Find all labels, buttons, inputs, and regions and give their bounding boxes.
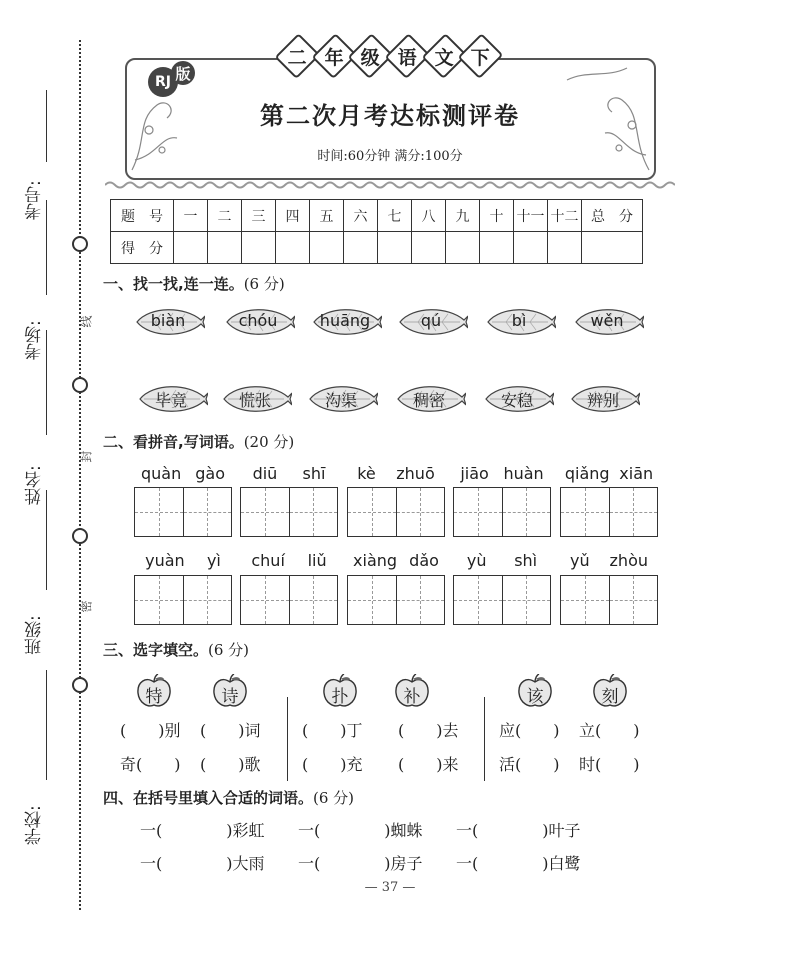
score-table-header-row — [111, 200, 643, 232]
header-cell: 六 — [344, 200, 378, 232]
score-cell[interactable] — [310, 232, 344, 264]
pinyin-syllable: kè — [357, 464, 376, 483]
section-4-points: (6 分) — [313, 789, 355, 807]
blank-item[interactable]: ( )歌 — [200, 755, 261, 774]
apple-character — [322, 674, 358, 708]
header-cell: 二 — [208, 200, 242, 232]
pinyin-prompt — [134, 464, 232, 483]
word-leaf[interactable] — [308, 383, 378, 415]
pinyin-leaf[interactable] — [398, 306, 468, 338]
score-cell[interactable] — [344, 232, 378, 264]
writing-cell[interactable] — [135, 488, 184, 536]
writing-cell[interactable] — [561, 576, 610, 624]
score-cell[interactable] — [480, 232, 514, 264]
binding-dotted-line — [79, 40, 81, 910]
tianzige-box[interactable] — [453, 487, 551, 537]
leaf-pinyin: huāng — [319, 311, 371, 330]
blank-item[interactable]: ( )来 — [398, 755, 459, 774]
banner-char: 二 — [287, 46, 307, 69]
class-field[interactable] — [46, 490, 47, 590]
writing-cell[interactable] — [503, 576, 551, 624]
exam-time-score: 时间:60分钟 满分:100分 — [317, 149, 463, 164]
seal-mi: 密 — [79, 600, 94, 613]
pinyin-syllable: yù — [466, 551, 487, 570]
pinyin-syllable: chuí — [251, 551, 285, 570]
binding-ring — [72, 677, 88, 693]
header-cell: 题 号 — [111, 200, 174, 232]
class-label: 班级: — [25, 615, 45, 655]
pinyin-syllable: yuàn — [145, 551, 185, 570]
pinyin-prompt — [347, 464, 445, 483]
section-2-points: (20 分) — [243, 433, 295, 451]
leaf-pinyin: bì — [511, 311, 527, 330]
leaf-word: 辨别 — [586, 391, 619, 410]
leaf-word: 稠密 — [412, 391, 445, 410]
blank-item[interactable]: ( )丁 — [302, 721, 363, 740]
leaf-word: 沟渠 — [324, 391, 357, 410]
pinyin-syllable: liǔ — [307, 551, 327, 570]
pinyin-prompt — [560, 464, 658, 483]
leaf-pinyin: biàn — [150, 311, 186, 330]
tianzige-box[interactable] — [134, 487, 232, 537]
blank-item[interactable]: 奇( ) — [120, 755, 181, 774]
school-field[interactable] — [46, 670, 47, 780]
score-cell[interactable] — [208, 232, 242, 264]
pinyin-prompt — [240, 464, 338, 483]
section-4-title: 四、在括号里填入合适的词语。 — [103, 789, 314, 807]
pinyin-syllable: xiàng — [353, 551, 398, 570]
score-cell[interactable] — [548, 232, 582, 264]
header-cell: 十二 — [548, 200, 582, 232]
pinyin-prompt — [347, 551, 445, 570]
apple-character — [517, 674, 553, 708]
score-cell[interactable] — [276, 232, 310, 264]
section-3-points: (6 分) — [208, 641, 250, 659]
writing-cell[interactable] — [454, 488, 503, 536]
score-table — [110, 199, 643, 264]
binding-ring — [72, 528, 88, 544]
pinyin-prompt — [453, 464, 551, 483]
pinyin-leaf[interactable] — [486, 306, 556, 338]
section-2-heading — [103, 431, 294, 452]
writing-cell[interactable] — [184, 488, 232, 536]
blank-item[interactable]: 应( ) — [499, 721, 560, 740]
writing-cell[interactable] — [348, 576, 397, 624]
name-label: 姓名: — [25, 465, 45, 505]
apple-char: 诗 — [221, 687, 239, 707]
apple-char: 特 — [145, 687, 163, 707]
pinyin-syllable: qiǎng — [564, 464, 610, 483]
section-1-heading — [103, 273, 285, 294]
header-cell: 十一 — [514, 200, 548, 232]
blank-item[interactable]: 立( ) — [579, 721, 640, 740]
writing-cell[interactable] — [184, 576, 232, 624]
banner-char: 语 — [397, 46, 417, 69]
edition-label: 版 — [171, 61, 195, 85]
leaf-pinyin: chóu — [238, 311, 278, 330]
pinyin-prompt — [453, 551, 551, 570]
pinyin-prompt — [560, 551, 658, 570]
banner-char: 年 — [324, 46, 344, 69]
tianzige-box[interactable] — [560, 487, 658, 537]
pinyin-syllable: jiāo — [460, 464, 489, 483]
seal-xian: 线 — [79, 315, 94, 328]
section-3-title: 三、选字填空。 — [103, 641, 209, 659]
group-separator — [287, 697, 288, 781]
score-cell[interactable] — [514, 232, 548, 264]
pinyin-syllable: shī — [302, 464, 326, 483]
pinyin-leaf[interactable] — [135, 306, 205, 338]
pinyin-syllable: xiān — [619, 464, 654, 483]
pinyin-prompt — [134, 551, 232, 570]
page-title: 第二次月考达标测评卷 — [260, 101, 520, 130]
leaf-word: 慌张 — [238, 391, 271, 410]
tianzige-box[interactable] — [453, 575, 551, 625]
blank-item[interactable]: 一( )白鹭 — [456, 854, 581, 873]
pinyin-syllable: yì — [206, 551, 221, 570]
score-cell[interactable] — [582, 232, 643, 264]
blank-item[interactable]: 一( )大雨 — [140, 854, 265, 873]
header-cell: 八 — [412, 200, 446, 232]
score-cell[interactable] — [412, 232, 446, 264]
pinyin-syllable: gào — [195, 464, 225, 483]
writing-cell[interactable] — [503, 488, 551, 536]
writing-cell[interactable] — [348, 488, 397, 536]
blank-item[interactable]: 一( )蜘蛛 — [298, 821, 423, 840]
word-leaf[interactable] — [396, 383, 466, 415]
exam-room-label: 考场: — [25, 320, 45, 360]
binding-ring — [72, 377, 88, 393]
tianzige-box[interactable] — [347, 487, 445, 537]
leaf-pinyin: qú — [420, 311, 442, 330]
writing-cell[interactable] — [290, 488, 338, 536]
seal-feng: 封 — [79, 450, 94, 463]
header-cell: 七 — [378, 200, 412, 232]
pinyin-syllable: dǎo — [409, 551, 439, 570]
writing-cell[interactable] — [135, 576, 184, 624]
writing-cell[interactable] — [397, 488, 445, 536]
word-leaf[interactable] — [570, 383, 640, 415]
header-cell: 十 — [480, 200, 514, 232]
page-number: — 37 — — [364, 880, 416, 895]
writing-cell[interactable] — [241, 576, 290, 624]
tianzige-box[interactable] — [240, 487, 338, 537]
header-cell: 三 — [242, 200, 276, 232]
blank-item[interactable]: 活( ) — [499, 755, 560, 774]
word-leaf[interactable] — [484, 383, 554, 415]
leaf-word: 安稳 — [500, 391, 533, 410]
tianzige-box[interactable] — [240, 575, 338, 625]
pinyin-leaf[interactable] — [225, 306, 295, 338]
pinyin-syllable: zhuō — [396, 464, 435, 483]
section-3-heading — [103, 639, 249, 660]
apple-character — [592, 674, 628, 708]
apple-char: 扑 — [331, 687, 349, 707]
blank-item[interactable]: 一( )叶子 — [456, 821, 581, 840]
apple-char: 该 — [526, 687, 544, 707]
blank-item[interactable]: 时( ) — [579, 755, 640, 774]
apple-char: 刻 — [601, 687, 619, 707]
score-cell[interactable] — [446, 232, 480, 264]
header-cell: 九 — [446, 200, 480, 232]
apple-character — [212, 674, 248, 708]
section-2-title: 二、看拼音,写词语。 — [103, 433, 244, 451]
school-label: 学校: — [25, 805, 45, 845]
apple-char: 补 — [403, 687, 421, 707]
writing-cell[interactable] — [241, 488, 290, 536]
blank-item[interactable]: ( )词 — [200, 721, 261, 740]
writing-cell[interactable] — [454, 576, 503, 624]
pinyin-syllable: diū — [252, 464, 278, 483]
blank-item[interactable]: ( )别 — [120, 721, 181, 740]
writing-cell[interactable] — [610, 576, 658, 624]
section-4-heading — [103, 787, 354, 808]
writing-cell[interactable] — [561, 488, 610, 536]
tianzige-box[interactable] — [347, 575, 445, 625]
pinyin-syllable: quàn — [141, 464, 182, 483]
writing-cell[interactable] — [290, 576, 338, 624]
edition-badge: RJ — [148, 67, 178, 97]
pinyin-syllable: huàn — [503, 464, 544, 483]
blank-item[interactable]: 一( )彩虹 — [140, 821, 265, 840]
header-cell: 总 分 — [582, 200, 643, 232]
group-separator — [484, 697, 485, 781]
pinyin-syllable: yǔ — [569, 551, 590, 570]
score-label-cell: 得 分 — [111, 232, 174, 264]
score-cell[interactable] — [174, 232, 208, 264]
word-leaf[interactable] — [222, 383, 292, 415]
pinyin-syllable: shì — [514, 551, 538, 570]
header-cell: 五 — [310, 200, 344, 232]
score-cell[interactable] — [378, 232, 412, 264]
writing-cell[interactable] — [397, 576, 445, 624]
tianzige-box[interactable] — [560, 575, 658, 625]
word-leaf[interactable] — [138, 383, 208, 415]
leaf-word: 毕竟 — [154, 391, 187, 410]
pinyin-syllable: zhòu — [609, 551, 648, 570]
apple-character — [136, 674, 172, 708]
pinyin-leaf[interactable] — [574, 306, 644, 338]
blank-item[interactable]: ( )去 — [398, 721, 459, 740]
pinyin-leaf[interactable] — [312, 306, 382, 338]
banner-char: 下 — [471, 46, 491, 69]
header-cell: 一 — [174, 200, 208, 232]
grade-subject-banner — [282, 34, 496, 78]
section-1-title: 一、找一找,连一连。 — [103, 275, 244, 293]
leaf-pinyin: wěn — [590, 311, 624, 330]
blank-item[interactable]: ( )充 — [302, 755, 363, 774]
apple-character — [394, 674, 430, 708]
exam-number-label: 考号: — [25, 180, 45, 220]
banner-char: 文 — [434, 46, 454, 69]
wave-divider — [105, 180, 675, 190]
score-table-score-row — [111, 232, 643, 264]
writing-cell[interactable] — [610, 488, 658, 536]
exam-number-field[interactable] — [46, 90, 47, 162]
tianzige-box[interactable] — [134, 575, 232, 625]
header-cell: 四 — [276, 200, 310, 232]
binding-ring — [72, 236, 88, 252]
section-1-points: (6 分) — [243, 275, 285, 293]
score-cell[interactable] — [242, 232, 276, 264]
banner-char: 级 — [361, 46, 381, 69]
pinyin-prompt — [240, 551, 338, 570]
blank-item[interactable]: 一( )房子 — [298, 854, 423, 873]
